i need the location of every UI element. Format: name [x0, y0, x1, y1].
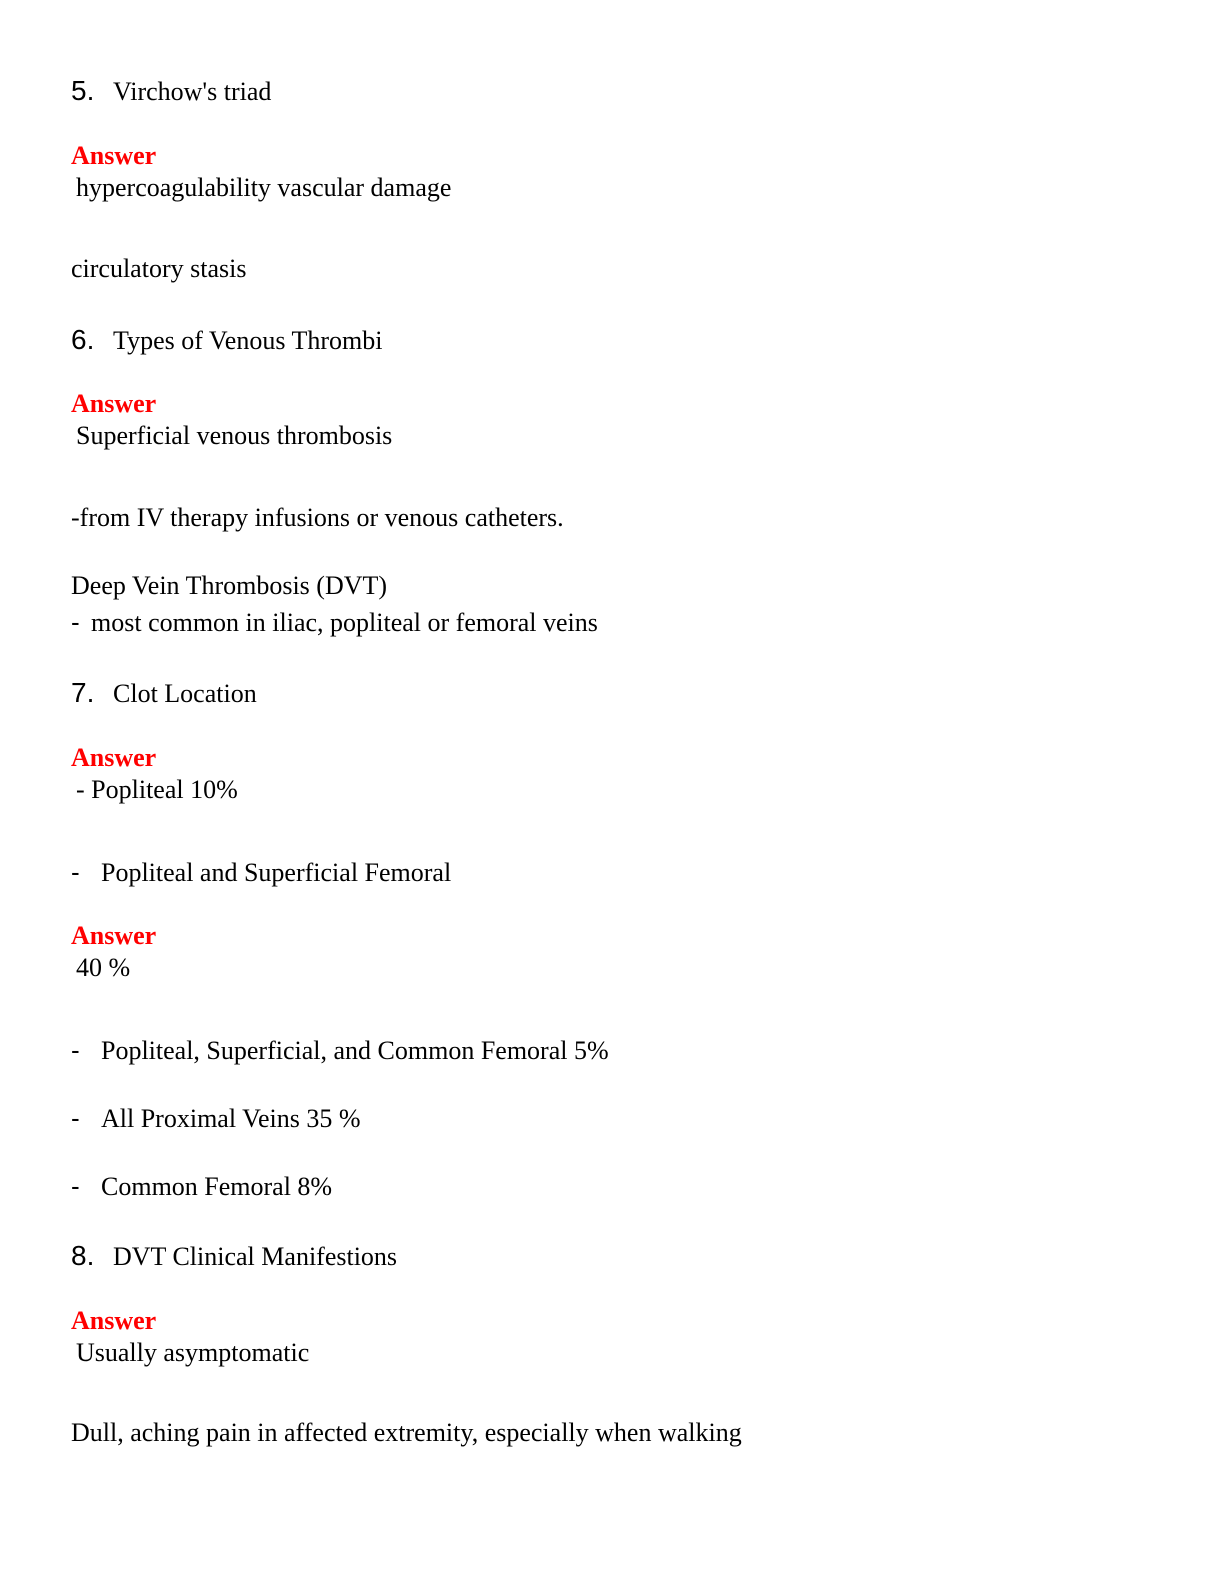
question-title: Types of Venous Thrombi — [113, 326, 383, 355]
question-title: Virchow's triad — [113, 77, 272, 106]
answer-label: Answer — [71, 389, 157, 418]
answer-text: Popliteal and Superficial Femoral — [101, 858, 452, 887]
answer-text: Dull, aching pain in affected extremity, especially when walking — [71, 1418, 742, 1447]
question-7-heading — [71, 678, 257, 709]
answer-text: Common Femoral 8% — [101, 1172, 333, 1201]
answer-text: -from IV therapy infusions or venous catheters. — [71, 503, 564, 532]
answer-text: Deep Vein Thrombosis (DVT) — [71, 571, 388, 600]
answer-text: 40 % — [76, 953, 131, 982]
dash-bullet: - — [71, 1103, 80, 1133]
answer-text: Superficial venous thrombosis — [76, 421, 393, 450]
answer-bullet — [71, 607, 598, 638]
dash-bullet: - — [71, 1171, 80, 1201]
question-title: Clot Location — [113, 679, 257, 708]
question-6-heading — [71, 325, 382, 356]
answer-text: - Popliteal 10% — [76, 775, 238, 804]
question-number: 5. — [71, 75, 95, 106]
question-number: 7. — [71, 677, 95, 708]
answer-text: Usually asymptomatic — [76, 1338, 310, 1367]
answer-bullet — [71, 857, 451, 888]
answer-text: hypercoagulability vascular damage — [76, 173, 452, 202]
question-number: 8. — [71, 1240, 95, 1271]
answer-text: All Proximal Veins 35 % — [101, 1104, 361, 1133]
question-number: 6. — [71, 324, 95, 355]
answer-bullet — [71, 1035, 609, 1066]
question-5-heading — [71, 76, 271, 107]
question-title: DVT Clinical Manifestions — [113, 1242, 398, 1271]
question-8-heading — [71, 1241, 397, 1272]
answer-label: Answer — [71, 743, 157, 772]
answer-label: Answer — [71, 921, 157, 950]
answer-label: Answer — [71, 141, 157, 170]
dash-bullet: - — [71, 607, 80, 637]
answer-bullet — [71, 1171, 332, 1202]
answer-text: most common in iliac, popliteal or femoral veins — [91, 608, 598, 637]
answer-text: Popliteal, Superficial, and Common Femoral 5% — [101, 1036, 609, 1065]
dash-bullet: - — [71, 857, 80, 887]
dash-bullet: - — [71, 1035, 80, 1065]
answer-label: Answer — [71, 1306, 157, 1335]
answer-text: circulatory stasis — [71, 254, 247, 283]
answer-bullet — [71, 1103, 361, 1134]
